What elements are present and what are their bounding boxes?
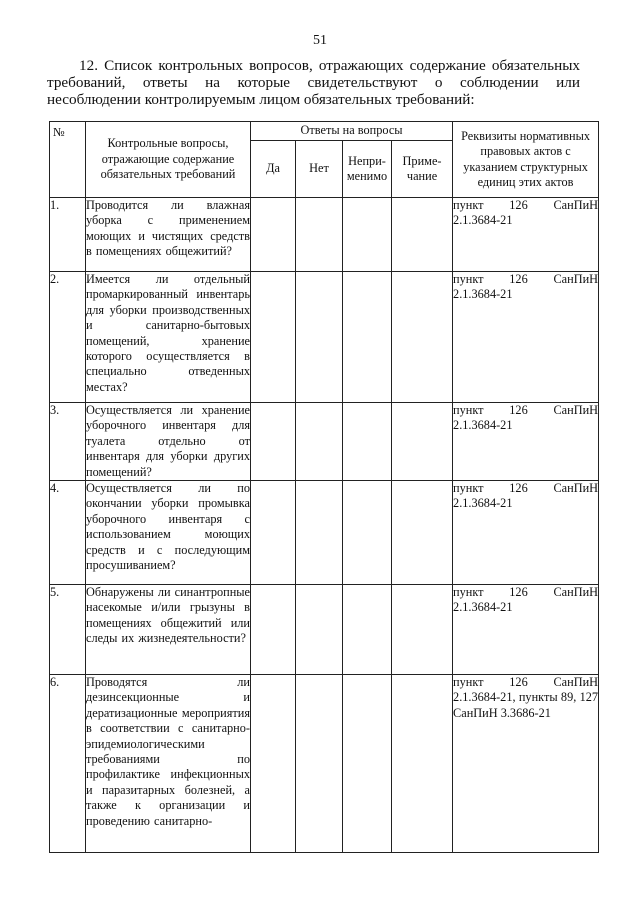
answer-yes-cell[interactable] [251, 585, 296, 675]
row-number: 5. [50, 585, 86, 675]
table-row [50, 272, 599, 403]
table-row [50, 198, 599, 272]
header-number: № [50, 122, 86, 198]
row-number: 1. [50, 198, 86, 272]
answer-note-cell[interactable] [392, 403, 453, 481]
row-number: 6. [50, 675, 86, 853]
header-requisites: Реквизиты нормативных правовых актов с указанием структурных единиц этих актов [453, 122, 599, 198]
header-yes: Да [251, 141, 296, 198]
answer-yes-cell[interactable] [251, 481, 296, 585]
row-requisites: пункт 126 СанПиН 2.1.3684-21 [453, 585, 599, 675]
checklist-table [49, 121, 599, 853]
row-question: Имеется ли отдельный промаркированный инвентарь для уборки производственных и санитарно-бытовых помещений, хранение которого осуществляется в специально отведенных местах? [86, 272, 251, 403]
header-answers: Ответы на вопросы [251, 122, 453, 141]
row-question: Обнаружены ли синантропные насекомые и/или грызуны в помещениях общежитий или следы их жизнедеятельности? [86, 585, 251, 675]
section-heading: 12. Список контрольных вопросов, отражающих содержание обязательных требований, ответы на которые свидетельствуют о соблюдении или несоблюдении контролируемым лицом обязательных требований: [47, 57, 580, 108]
row-question: Осуществляется ли по окончании уборки промывка уборочного инвентаря с использованием моющих средств и с последующим просушиванием? [86, 481, 251, 585]
row-requisites: пункт 126 СанПиН 2.1.3684-21 [453, 403, 599, 481]
row-number: 4. [50, 481, 86, 585]
header-note: Приме-чание [392, 141, 453, 198]
row-question: Проводятся ли дезинсекционные и дератизационные мероприятия в соответствии с санитарно-эпидемиологическими требованиями по профилактике инфекционных и паразитарных болезней, а также к организации и проведению санитарно- [86, 675, 251, 853]
answer-yes-cell[interactable] [251, 198, 296, 272]
answer-no-cell[interactable] [296, 198, 343, 272]
header-no: Нет [296, 141, 343, 198]
row-requisites: пункт 126 СанПиН 2.1.3684-21 [453, 481, 599, 585]
row-question: Проводится ли влажная уборка с применением моющих и чистящих средств в помещениях общежитий? [86, 198, 251, 272]
answer-note-cell[interactable] [392, 585, 453, 675]
answer-no-cell[interactable] [296, 585, 343, 675]
answer-not-applicable-cell[interactable] [343, 585, 392, 675]
table-row [50, 585, 599, 675]
answer-not-applicable-cell[interactable] [343, 481, 392, 585]
answer-no-cell[interactable] [296, 481, 343, 585]
answer-yes-cell[interactable] [251, 403, 296, 481]
answer-note-cell[interactable] [392, 675, 453, 853]
answer-not-applicable-cell[interactable] [343, 272, 392, 403]
header-not-applicable: Непри-менимо [343, 141, 392, 198]
answer-no-cell[interactable] [296, 675, 343, 853]
answer-not-applicable-cell[interactable] [343, 675, 392, 853]
answer-not-applicable-cell[interactable] [343, 403, 392, 481]
answer-no-cell[interactable] [296, 272, 343, 403]
answer-not-applicable-cell[interactable] [343, 198, 392, 272]
row-number: 2. [50, 272, 86, 403]
answer-yes-cell[interactable] [251, 272, 296, 403]
row-requisites: пункт 126 СанПиН 2.1.3684-21 [453, 272, 599, 403]
answer-yes-cell[interactable] [251, 675, 296, 853]
page-number: 51 [313, 33, 327, 48]
answer-note-cell[interactable] [392, 272, 453, 403]
row-number: 3. [50, 403, 86, 481]
row-requisites: пункт 126 СанПиН 2.1.3684-21, пункты 89, 127 СанПиН 3.3686-21 [453, 675, 599, 853]
table-row [50, 481, 599, 585]
answer-note-cell[interactable] [392, 481, 453, 585]
table-row [50, 403, 599, 481]
answer-no-cell[interactable] [296, 403, 343, 481]
answer-note-cell[interactable] [392, 198, 453, 272]
row-requisites: пункт 126 СанПиН 2.1.3684-21 [453, 198, 599, 272]
header-questions: Контрольные вопросы, отражающие содержание обязательных требований [86, 122, 251, 198]
table-row [50, 675, 599, 853]
row-question: Осуществляется ли хранение уборочного инвентаря для туалета отдельно от инвентаря для уборки других помещений? [86, 403, 250, 479]
